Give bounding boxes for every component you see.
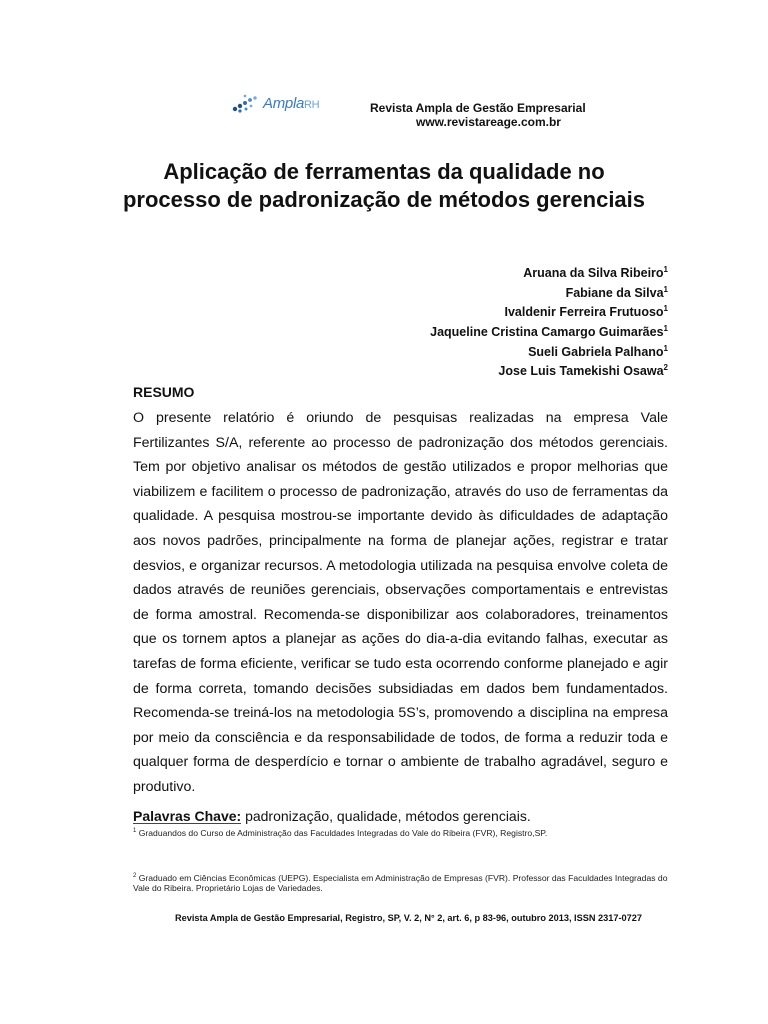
logo-text: AmplaRH [263, 94, 320, 112]
footnote-2: $^2$ Graduado em Ciências Econômicas (UEPG). Especialista em Administração de Empresas (FVR). Professor das Faculdades Integradas do Vale do Ribeira. Proprietário Lojas de Variedades. [133, 872, 668, 894]
journal-header [370, 101, 586, 129]
author-name: Ivaldenir Ferreira Frutuoso$^1$ [504, 304, 668, 320]
footnote-1: $^1$ Graduandos do Curso de Administração das Faculdades Integradas do Vale do Ribeira (FVR), Registro,SP. [133, 827, 548, 838]
citation-footer: Revista Ampla de Gestão Empresarial, Registro, SP, V. 2, N° 2, art. 6, p 83-96, outubro 2013, ISSN 2317-0727 [175, 913, 642, 923]
author-name: Fabiane da Silva$^1$ [565, 284, 668, 300]
abstract-heading: RESUMO [133, 384, 195, 400]
author-list [430, 262, 668, 380]
author-name: Jaqueline Cristina Camargo Guimarães$^1$ [430, 323, 668, 340]
journal-name: Revista Ampla de Gestão Empresarial [370, 101, 586, 115]
dots-logo-icon [232, 93, 260, 113]
keywords-label: Palavras Chave: [133, 808, 242, 824]
journal-url[interactable]: www.revistareage.com.br [416, 115, 561, 129]
paper-title: Aplicação de ferramentas da qualidade no processo de padronização de métodos gerenciais [122, 159, 646, 212]
author-name: Sueli Gabriela Palhano$^1$ [528, 343, 668, 359]
journal-logo [232, 93, 319, 113]
footnote-divider [133, 823, 241, 824]
abstract-body: O presente relatório é oriundo de pesquisas realizadas na empresa Vale Fertilizantes S/A, referente ao processo de padronização dos métodos gerenciais. Tem por objetivo analisar os métodos de gestão utilizados e propor melhorias que viabilizem e facilitem o processo de padronização, através do uso de ferramentas da qualidade. A pesquisa mostrou-se importante devido às dificuldades de adaptação aos novos padrões, principalmente na forma de planejar ações, registrar e tratar desvios, e organizar recursos. A metodologia utilizada na pesquisa envolve coleta de dados através de reuniões gerenciais, observações comportamentais e entrevistas de forma amostral. Recomenda-se disponibilizar aos colaboradores, treinamentos que os tornem aptos a planejar as ações do dia-a-dia evitando falhas, executar as tarefas de forma eficiente, verificar se tudo esta ocorrendo conforme planejado e agir de forma correta, tomando decisões subsidiadas em dados bem fundamentados. Recomenda-se treiná-los na metodologia 5S’s, promovendo a disciplina na empresa por meio da consciência e da responsabilidade de todos, de forma a reduzir toda e qualquer forma de desperdício e tornar o ambiente de trabalho agradável, seguro e produtivo. [133, 410, 668, 795]
keywords-text: padronização, qualidade, métodos gerenciais. [241, 808, 531, 824]
author-name: Aruana da Silva Ribeiro$^1$ [523, 265, 668, 281]
keywords-line [133, 808, 531, 824]
author-name: Jose Luis Tamekishi Osawa$^2$ [498, 363, 668, 379]
